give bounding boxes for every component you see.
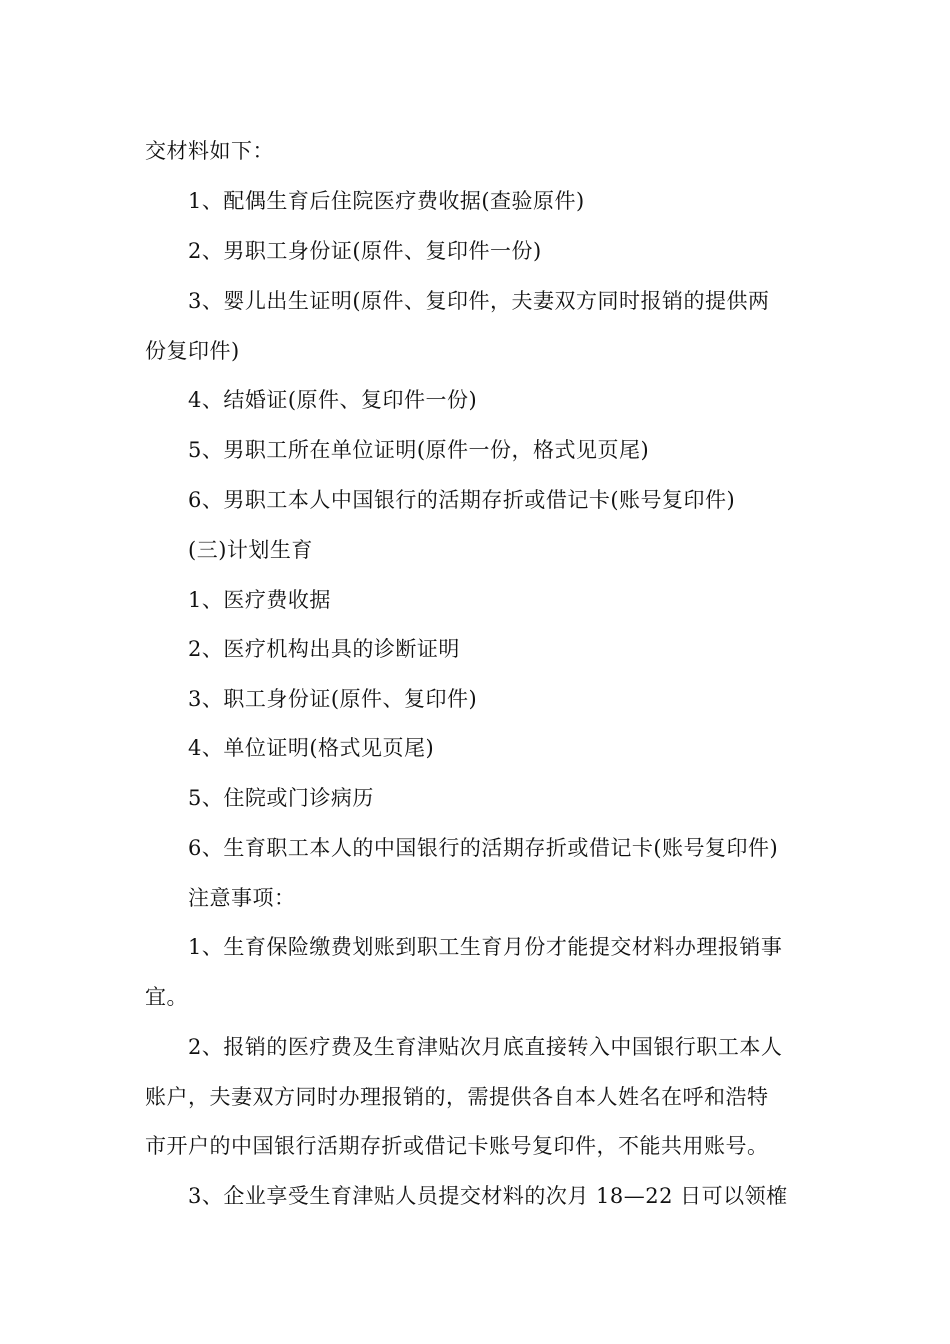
text-line-continuation: 份复印件) [145,339,240,363]
text-line-item: 1、配偶生育后住院医疗费收据(查验原件) [188,189,585,213]
text-line-item: 1、生育保险缴费划账到职工生育月份才能提交材料办理报销事 [188,935,783,959]
notes-heading: 注意事项： [188,886,296,910]
text-line-item: 2、男职工身份证(原件、复印件一份) [188,239,542,263]
text-line-item: 6、生育职工本人的中国银行的活期存折或借记卡(账号复印件) [188,836,779,860]
text-line-item: 5、住院或门诊病历 [188,786,374,810]
text-line-item: 3、企业享受生育津贴人员提交材料的次月 18—22 日可以领榷 [188,1184,788,1208]
text-line-item: 6、男职工本人中国银行的活期存折或借记卡(账号复印件) [188,488,736,512]
text-line-item: 3、职工身份证(原件、复印件) [188,687,478,711]
text-line-item: 1、医疗费收据 [188,588,331,612]
text-line-item: 4、单位证明(格式见页尾) [188,736,435,760]
text-line-item: 4、结婚证(原件、复印件一份) [188,388,478,412]
text-line-item: 3、婴儿出生证明(原件、复印件，夫妻双方同时报销的提供两 [188,289,770,313]
text-line-item: 2、报销的医疗费及生育津贴次月底直接转入中国银行职工本人 [188,1035,783,1059]
text-line-intro: 交材料如下： [145,139,274,163]
section-heading: (三)计划生育 [188,538,313,562]
text-line-item: 5、男职工所在单位证明(原件一份，格式见页尾) [188,438,650,462]
text-line-item: 2、医疗机构出具的诊断证明 [188,637,460,661]
text-line-continuation: 市开户的中国银行活期存折或借记卡账号复印件，不能共用账号。 [145,1134,769,1158]
text-line-continuation: 账户，夫妻双方同时办理报销的，需提供各自本人姓名在呼和浩特 [145,1085,769,1109]
text-line-continuation: 宜。 [145,985,188,1009]
